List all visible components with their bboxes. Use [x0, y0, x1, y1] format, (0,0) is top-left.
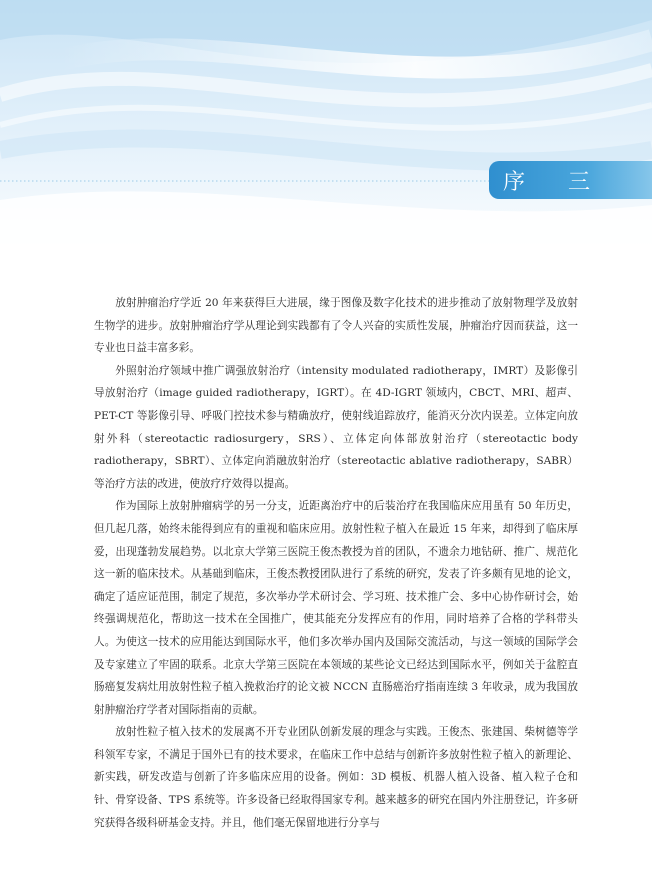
decorative-banner [0, 0, 652, 270]
paragraph: 放射肿瘤治疗学近 20 年来获得巨大进展，缘于图像及数字化技术的进步推动了放射物理学及放射生物学的进步。放射肿瘤治疗学从理论到实践都有了令人兴奋的实质性发展，肿瘤治疗因而获益，这一专业也日益丰富多彩。 [94, 297, 578, 355]
section-title-tab [489, 161, 652, 199]
wave-background-graphic [0, 0, 652, 270]
paragraph: 作为国际上放射肿瘤病学的另一分支，近距离治疗中的后装治疗在我国临床应用虽有 50 年历史，但几起几落，始终未能得到应有的重视和临床应用。放射性粒子植入在最近 15 年来，却得到了临床厚爱，出现蓬勃发展趋势。以北京大学第三医院王俊杰教授为首的团队，不遗余力地钻研、推广、规范化这一新的临床技术。从基础到临床，王俊杰教授团队进行了系统的研究，发表了许多颇有见地的论文，确定了适应证范围，制定了规范，多次举办学术研讨会、学习班、技术推广会、多中心协作研讨会，始终强调规范化，帮助这一技术在全国推广，使其能充分发挥应有的作用，同时培养了合格的学科带头人。为使这一技术的应用能达到国际水平，他们多次举办国内及国际交流活动，与这一领域的国际学会及专家建立了牢固的联系。北京大学第三医院在本领域的某些论文已经达到国际水平，例如关于盆腔直肠癌复发病灶用放射性粒子植入挽救治疗的论文被 NCCN 直肠癌治疗指南连续 3 年收录，成为我国放射肿瘤治疗学者对国际指南的贡献。 [94, 500, 578, 716]
paragraph: 放射性粒子植入技术的发展离不开专业团队创新发展的理念与实践。王俊杰、张建国、柴树德等学科领军专家，不满足于国外已有的技术要求，在临床工作中总结与创新许多放射性粒子植入的新理论、新实践，研发改造与创新了许多临床应用的设备。例如：3D 模板、机器人植入设备、植入粒子仓和针、骨穿设备、TPS 系统等。许多设备已经取得国家专利。越来越多的研究在国内外注册登记，许多研究获得各级科研基金支持。并且，他们毫无保留地进行分享与 [94, 726, 578, 829]
preface-body [94, 292, 578, 834]
paragraph: 外照射治疗领域中推广调强放射治疗（intensity modulated radiotherapy，IMRT）及影像引导放射治疗（image guided radiotherapy，IGRT）。在 4D-IGRT 领域内，CBCT、MRI、超声、PET-CT 等影像引导、呼吸门控技术参与精确放疗，使射线追踪放疗，能消灭分次内误差。立体定向放射外科（stereotactic radiosurgery，SRS）、立体定向体部放射治疗（stereotactic body radiotherapy，SBRT）、立体定向消融放射治疗（stereotactic ablative radiotherapy，SABR）等治疗方法的改进，使放疗疗效得以提高。 [94, 364, 578, 490]
section-title: 序 三 [503, 170, 608, 195]
